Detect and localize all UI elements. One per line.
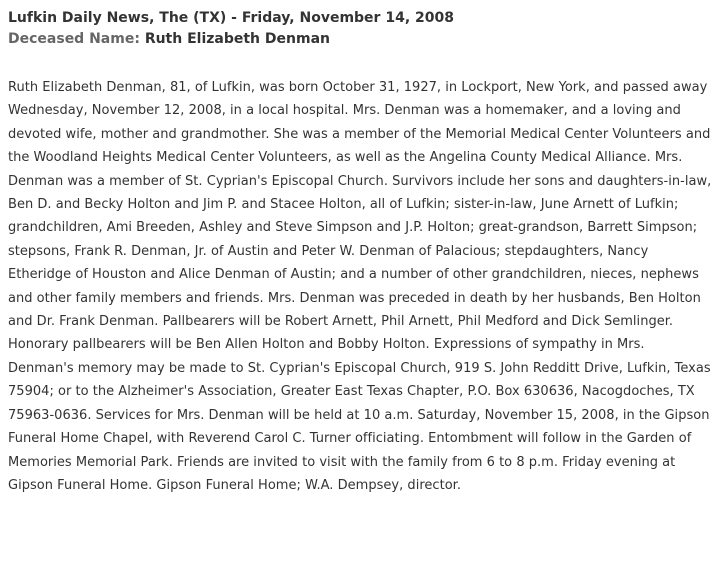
obituary-body-text: Ruth Elizabeth Denman, 81, of Lufkin, was born October 31, 1927, in Lockport, New York, and passed away Wednesday, November 12, 2008, in a local hospital. Mrs. Denman was a homemaker, and a loving and devoted wife, mother and grandmother. She was a member of the Memorial Medical Center Volunteers and the Woodland Heights Medical Center Volunteers, as well as the Angelina County Medical Alliance. Mrs. Denman was a member of St. Cyprian's Episcopal Church. Survivors include her sons and daughters-in-law, Ben D. and Becky Holton and Jim P. and Stacee Holton, all of Lufkin; sister-in-law, June Arnett of Lufkin; grandchildren, Ami Breeden, Ashley and Steve Simpson and J.P. Holton; great-grandson, Barrett Simpson; stepsons, Frank R. Denman, Jr. of Austin and Peter W. Denman of Palacious; stepdaughters, Nancy Etheridge of Houston and Alice Denman of Austin; and a number of other grandchildren, nieces, nephews and other family members and friends. Mrs. Denman was preceded in death by her husbands, Ben Holton and Dr. Frank Denman. Pallbearers will be Robert Arnett, Phil Arnett, Phil Medford and Dick Semlinger. Honorary pallbearers will be Ben Allen Holton and Bobby Holton. Expressions of sympathy in Mrs. Denman's memory may be made to St. Cyprian's Episcopal Church, 919 S. John Redditt Drive, Lufkin, Texas 75904; or to the Alzheimer's Association, Greater East Texas Chapter, P.O. Box 630636, Nacogdoches, TX 75963-0636. Services for Mrs. Denman will be held at 10 a.m. Saturday, November 15, 2008, in the Gipson Funeral Home Chapel, with Reverend Carol C. Turner officiating. Entombment will follow in the Garden of Memories Memorial Park. Friends are invited to visit with the family from 6 to 8 p.m. Friday evening at Gipson Funeral Home. Gipson Funeral Home; W.A. Dempsey, director. [8,80,712,493]
newspaper-source-line: Lufkin Daily News, The (TX) - Friday, November 14, 2008 [8,10,454,26]
deceased-name-line [8,28,712,50]
deceased-name-label: Deceased Name: [8,31,140,47]
deceased-name-value: Ruth Elizabeth Denman [144,31,330,47]
obituary-header [8,8,712,50]
